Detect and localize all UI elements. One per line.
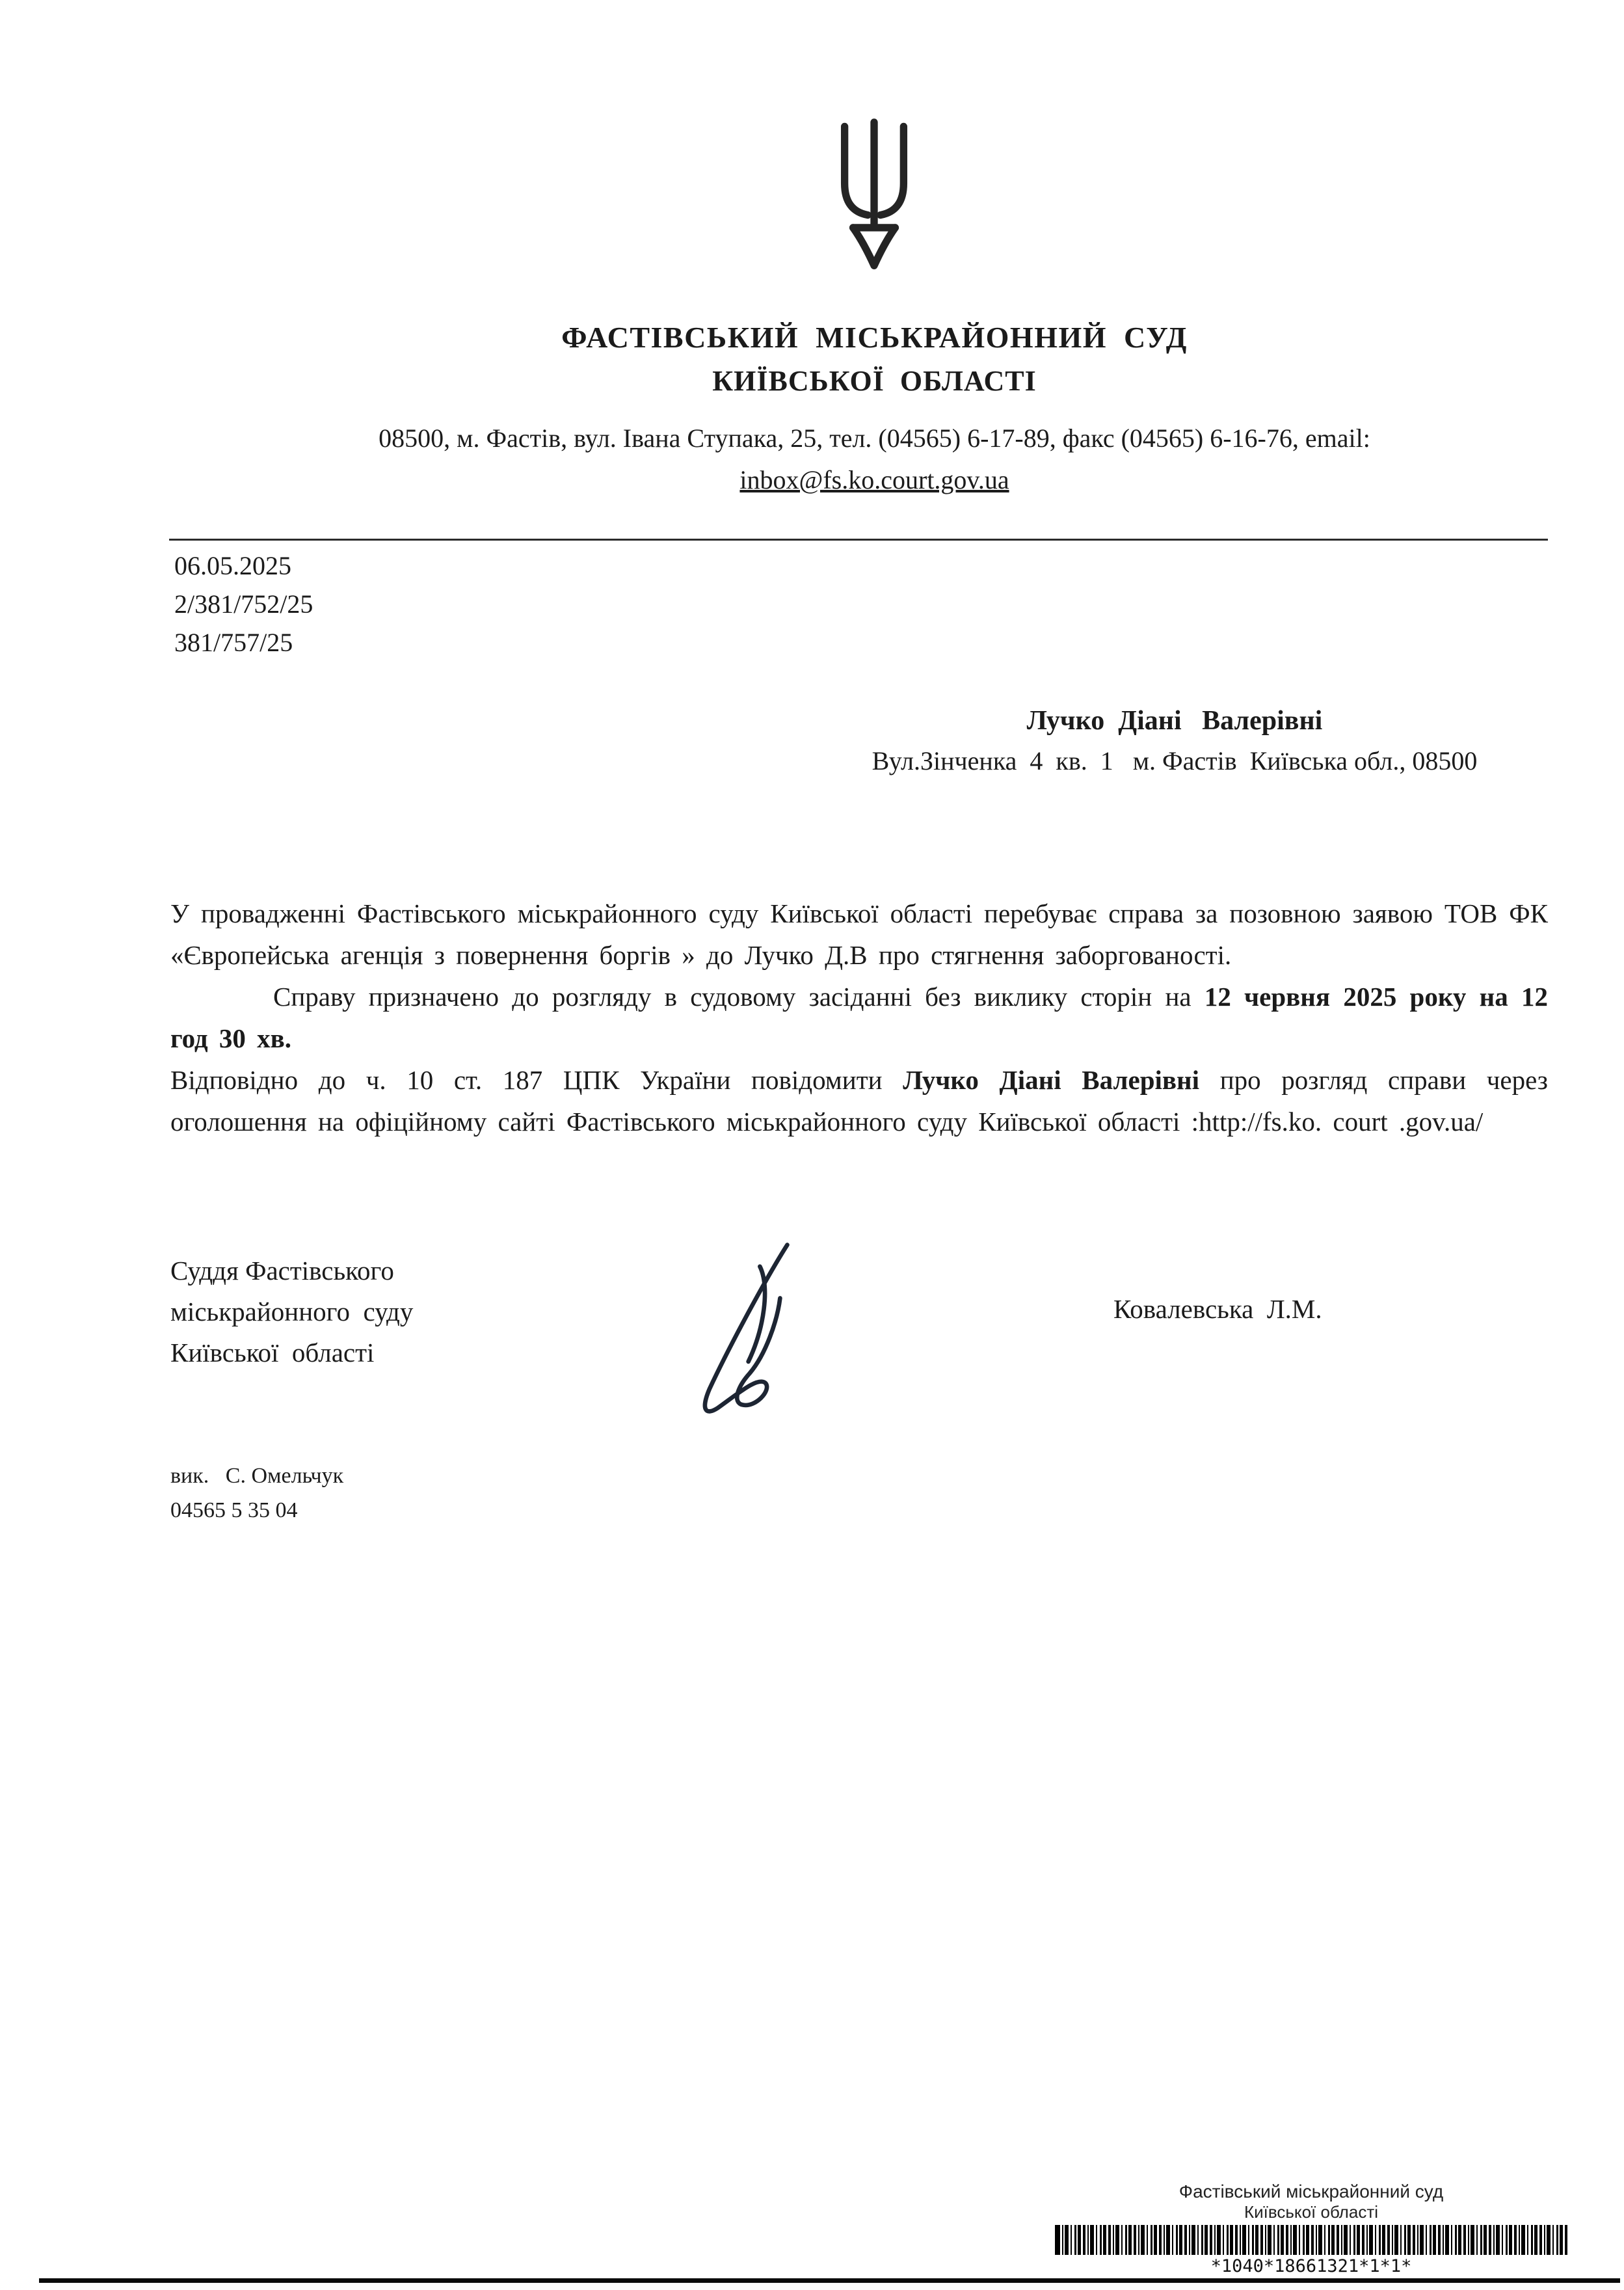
letter-body [170, 893, 1548, 1142]
footer-stamp-block [1054, 2181, 1569, 2277]
body-paragraph-2 [170, 976, 1548, 1059]
ukraine-coat-of-arms-icon [821, 117, 927, 277]
reference-block [174, 546, 313, 662]
barcode-number: *1040*18661321*1*1* [1210, 2256, 1412, 2276]
court-email-row [125, 465, 1624, 495]
judge-name: Ковалевська Л.М. [1113, 1294, 1322, 1324]
judge-title-line2: міськрайонного суду [170, 1297, 414, 1327]
recipient-block [797, 701, 1552, 781]
proceeding-number: 381/757/25 [174, 628, 293, 657]
executor-block [170, 1459, 343, 1528]
judge-title-line1: Суддя Фастівського [170, 1256, 394, 1286]
recipient-address: Вул.Зінченка 4 кв. 1 м. Фастів Київська обл., 08500 [872, 746, 1478, 775]
body-paragraph-3 [170, 1059, 1548, 1142]
court-address: 08500, м. Фастів, вул. Івана Ступака, 25, тел. (04565) 6-17-89, факс (04565) 6-16-76, email: [379, 424, 1370, 453]
barcode [1055, 2225, 1567, 2255]
hearing-sentence: Справу призначено до розгляду в судовому засіданні без виклику сторін на [273, 982, 1205, 1012]
notice-sentence-end: про розгляд справи через оголошення на офіційному сайті Фастівського міськрайонного суду Київської області :http://fs.ko. court .gov.ua/ [170, 1065, 1548, 1137]
case-number: 2/381/752/25 [174, 589, 313, 619]
executor-name: вик. С. Омельчук [170, 1464, 344, 1488]
footer-court-name: Фастівський міськрайонний суд [1178, 2181, 1444, 2202]
notice-sentence-start: Відповідно до ч. 10 ст. 187 ЦПК України повідомити [170, 1065, 903, 1095]
judge-title-block [170, 1250, 413, 1373]
court-name: ФАСТІВСЬКИЙ МІСЬКРАЙОННИЙ СУД [561, 321, 1188, 354]
executor-phone: 04565 5 35 04 [170, 1498, 298, 1522]
hearing-date: 12 червня 2025 року на 12 год 30 хв. [170, 982, 1548, 1053]
judge-signature [669, 1235, 819, 1422]
recipient-name: Лучко Діані Валерівні [1026, 706, 1323, 736]
letter-date: 06.05.2025 [174, 551, 291, 580]
footer-court-region: Київської області [1244, 2202, 1379, 2222]
court-region: КИЇВСЬКОЇ ОБЛАСТІ [712, 365, 1037, 397]
body-paragraph-1: У провадженні Фастівського міськрайонного суду Київської області перебуває справа за позовною заявою ТОВ ФК «Європейська агенція з повернення боргів » до Лучко Д.В про стягнення заборгованості. [170, 898, 1548, 970]
header-separator [169, 539, 1548, 541]
scan-artifact-line [39, 2278, 1620, 2283]
court-email-link[interactable]: inbox@fs.ko.court.gov.ua [739, 465, 1009, 494]
judge-title-line3: Київської області [170, 1338, 375, 1367]
recipient-name-inline: Лучко Діані Валерівні [903, 1065, 1200, 1095]
